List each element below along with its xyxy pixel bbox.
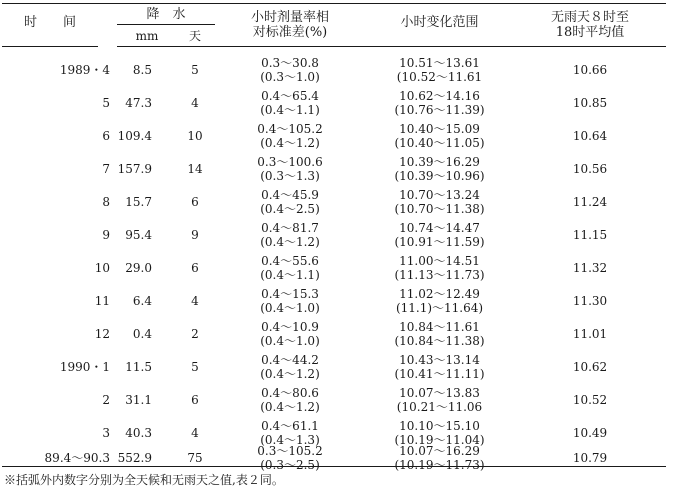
cell-time: 89.4～90.3 xyxy=(44,451,110,465)
cell-precip-mm: 8.5 xyxy=(132,63,152,77)
cell-stddev-dry: (0.4～1.0) xyxy=(260,301,320,315)
cell-range-all: 10.40～15.09 xyxy=(399,122,480,136)
cell-dry-average: 11.15 xyxy=(572,228,608,242)
cell-stddev-dry: (0.4～1.1) xyxy=(260,268,320,282)
cell-range-dry: (11.1)～11.64) xyxy=(395,301,484,315)
cell-range-dry: (10.41～11.11) xyxy=(394,367,485,381)
cell-dry-average: 10.62 xyxy=(572,360,608,374)
cell-range-dry: (10.91～11.59) xyxy=(394,235,485,249)
cell-range-all: 10.74～14.47 xyxy=(399,221,480,235)
cell-range-dry: (10.39～10.96) xyxy=(394,169,485,183)
cell-time: 10 xyxy=(94,261,110,275)
cell-precip-mm: 47.3 xyxy=(125,96,152,110)
cell-stddev-all: 0.4～80.6 xyxy=(261,386,319,400)
cell-stddev-all: 0.4～10.9 xyxy=(261,320,319,334)
cell-stddev-dry: (0.4～1.3) xyxy=(260,433,320,447)
cell-range-dry: (10.76～11.39) xyxy=(394,103,485,117)
cell-stddev-dry: (0.4～1.2) xyxy=(260,235,320,249)
cell-stddev-all: 0.4～65.4 xyxy=(261,89,319,103)
cell-precip-mm: 40.3 xyxy=(125,426,152,440)
cell-precip-days: 2 xyxy=(191,327,199,341)
cell-range-all: 10.39～16.29 xyxy=(399,155,480,169)
cell-range-dry: (10.70～11.38) xyxy=(394,202,485,216)
cell-precip-days: 9 xyxy=(191,228,199,242)
cell-stddev-dry: (0.4～1.2) xyxy=(260,136,320,150)
cell-dry-average: 10.79 xyxy=(572,451,608,465)
cell-precip-days: 6 xyxy=(191,195,199,209)
cell-dry-average: 10.64 xyxy=(572,129,608,143)
cell-stddev-all: 0.3～30.8 xyxy=(261,56,319,70)
cell-stddev-all: 0.4～81.7 xyxy=(261,221,319,235)
cell-time: 12 xyxy=(94,327,110,341)
cell-precip-mm: 6.4 xyxy=(132,294,152,308)
cell-precip-days: 5 xyxy=(191,63,199,77)
header-stddev-line2: 对标准差(%) xyxy=(252,25,328,40)
top-rule xyxy=(2,3,666,4)
cell-range-dry: (10.84～11.38) xyxy=(394,334,485,348)
cell-precip-mm: 15.7 xyxy=(125,195,152,209)
cell-dry-average: 10.66 xyxy=(572,63,608,77)
cell-dry-average: 11.32 xyxy=(572,261,608,275)
header-days: 天 xyxy=(188,29,201,43)
cell-time: 9 xyxy=(102,228,110,242)
cell-precip-days: 14 xyxy=(187,162,203,176)
cell-precip-mm: 11.5 xyxy=(125,360,152,374)
cell-range-all: 10.43～13.14 xyxy=(399,353,480,367)
header-bottom-rule-right xyxy=(117,46,666,47)
cell-range-dry: (10.40～11.05) xyxy=(394,136,485,150)
cell-stddev-dry: (0.3～1.0) xyxy=(260,70,320,84)
cell-time: 1990・1 xyxy=(59,360,110,374)
cell-dry-average: 11.30 xyxy=(572,294,608,308)
cell-precip-mm: 552.9 xyxy=(117,451,152,465)
cell-dry-average: 10.49 xyxy=(572,426,608,440)
cell-range-dry: (11.13～11.73) xyxy=(394,268,485,282)
cell-time: 7 xyxy=(102,162,110,176)
cell-dry-average: 10.56 xyxy=(572,162,608,176)
header-avg-line1: 无雨天８时至 xyxy=(550,10,629,25)
cell-range-all: 10.62～14.16 xyxy=(399,89,480,103)
header-mm: mm xyxy=(135,29,159,43)
cell-range-all: 10.70～13.24 xyxy=(399,188,480,202)
cell-dry-average: 11.01 xyxy=(572,327,608,341)
cell-stddev-all: 0.4～45.9 xyxy=(261,188,319,202)
cell-stddev-dry: (0.3～1.3) xyxy=(260,169,320,183)
header-range: 小时变化范围 xyxy=(400,15,479,30)
cell-range-all: 10.07～13.83 xyxy=(399,386,480,400)
header-stddev-line1: 小时剂量率相 xyxy=(250,10,329,25)
cell-range-all: 11.02～12.49 xyxy=(399,287,480,301)
cell-stddev-dry: (0.4～2.5) xyxy=(260,202,320,216)
cell-stddev-all: 0.4～44.2 xyxy=(261,353,319,367)
cell-stddev-dry: (0.4～1.2) xyxy=(260,367,320,381)
header-precipitation: 降 水 xyxy=(146,7,186,22)
cell-stddev-all: 0.4～15.3 xyxy=(261,287,319,301)
cell-precip-days: 4 xyxy=(191,96,199,110)
cell-stddev-dry: (0.4～1.0) xyxy=(260,334,320,348)
cell-stddev-all: 0.4～105.2 xyxy=(257,122,323,136)
cell-dry-average: 10.52 xyxy=(572,393,608,407)
cell-time: 5 xyxy=(102,96,110,110)
cell-precip-days: 4 xyxy=(191,426,199,440)
precip-subheader-rule xyxy=(117,24,215,25)
cell-stddev-dry: (0.4～1.1) xyxy=(260,103,320,117)
cell-time: 3 xyxy=(102,426,110,440)
cell-precip-mm: 157.9 xyxy=(117,162,152,176)
cell-range-all: 10.07～16.29 xyxy=(399,444,480,458)
cell-range-dry: (10.21～11.06 xyxy=(396,400,483,414)
cell-range-all: 10.10～15.10 xyxy=(399,419,480,433)
cell-precip-days: 6 xyxy=(191,261,199,275)
cell-time: 2 xyxy=(102,393,110,407)
cell-precip-mm: 95.4 xyxy=(125,228,152,242)
cell-time: 6 xyxy=(102,129,110,143)
cell-stddev-all: 0.4～61.1 xyxy=(261,419,319,433)
cell-precip-days: 10 xyxy=(187,129,203,143)
cell-range-dry: (10.19～11.04) xyxy=(394,433,485,447)
cell-range-all: 10.51～13.61 xyxy=(399,56,480,70)
cell-dry-average: 11.24 xyxy=(572,195,608,209)
header-avg-line2: 18时平均值 xyxy=(555,25,625,40)
cell-precip-mm: 109.4 xyxy=(117,129,152,143)
header-bottom-rule-left xyxy=(2,46,98,47)
cell-time: 8 xyxy=(102,195,110,209)
cell-precip-days: 5 xyxy=(191,360,199,374)
cell-precip-days: 75 xyxy=(187,451,203,465)
cell-range-all: 10.84～11.61 xyxy=(399,320,480,334)
cell-precip-mm: 31.1 xyxy=(125,393,152,407)
cell-stddev-all: 0.3～105.2 xyxy=(257,444,323,458)
footnote: ※括弧外内数字分别为全天候和无雨天之值,表２同。 xyxy=(4,473,284,487)
cell-range-all: 11.00～14.51 xyxy=(399,254,480,268)
cell-precip-days: 4 xyxy=(191,294,199,308)
cell-time: 11 xyxy=(94,294,110,308)
cell-time: 1989・4 xyxy=(59,63,110,77)
header-time: 时 间 xyxy=(23,15,76,30)
cell-dry-average: 10.85 xyxy=(572,96,608,110)
cell-stddev-all: 0.4～55.6 xyxy=(261,254,319,268)
cell-stddev-dry: (0.4～1.2) xyxy=(260,400,320,414)
cell-stddev-all: 0.3～100.6 xyxy=(257,155,323,169)
cell-precip-mm: 0.4 xyxy=(132,327,152,341)
cell-range-dry: (10.52～11.61 xyxy=(396,70,483,84)
cell-stddev-dry: (0.3～2.5) xyxy=(260,458,320,472)
cell-precip-days: 6 xyxy=(191,393,199,407)
cell-precip-mm: 29.0 xyxy=(125,261,152,275)
cell-range-dry: (10.19～11.73) xyxy=(394,458,485,472)
